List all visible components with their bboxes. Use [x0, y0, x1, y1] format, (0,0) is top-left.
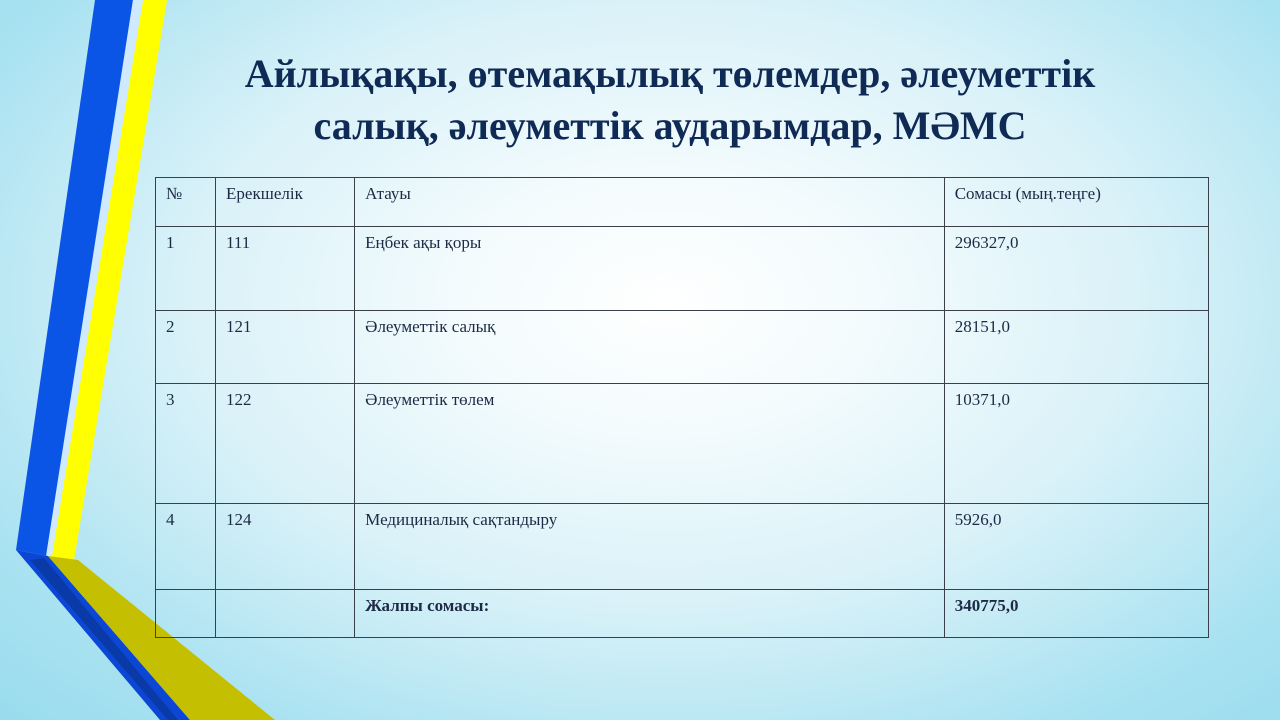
cell-code: 111: [216, 227, 355, 311]
cell-name: Медициналық сақтандыру: [355, 504, 945, 590]
table-row: [156, 384, 1209, 504]
cell-name: Әлеуметтік төлем: [355, 384, 945, 504]
table-total-row: [156, 590, 1209, 638]
cell-code: 121: [216, 311, 355, 384]
cell-number: 3: [156, 384, 216, 504]
table-header-row: [156, 178, 1209, 227]
header-name: Атауы: [355, 178, 945, 227]
cell-name: Еңбек ақы қоры: [355, 227, 945, 311]
total-amount: 340775,0: [944, 590, 1208, 638]
title-line-2: салық, әлеуметтік аударымдар, МӘМС: [313, 103, 1027, 148]
cell-amount: 296327,0: [944, 227, 1208, 311]
page-title: [160, 48, 1180, 152]
total-number: [156, 590, 216, 638]
cell-amount: 5926,0: [944, 504, 1208, 590]
cell-code: 124: [216, 504, 355, 590]
budget-table: [155, 177, 1209, 638]
cell-number: 4: [156, 504, 216, 590]
cell-amount: 10371,0: [944, 384, 1208, 504]
cell-code: 122: [216, 384, 355, 504]
table-row: [156, 227, 1209, 311]
total-code: [216, 590, 355, 638]
title-line-1: Айлықақы, өтемақылық төлемдер, әлеуметтік: [244, 51, 1096, 96]
cell-amount: 28151,0: [944, 311, 1208, 384]
cell-number: 1: [156, 227, 216, 311]
total-label: Жалпы сомасы:: [355, 590, 945, 638]
table-row: [156, 504, 1209, 590]
header-code: Ерекшелік: [216, 178, 355, 227]
header-amount: Сомасы (мың.теңге): [944, 178, 1208, 227]
cell-number: 2: [156, 311, 216, 384]
cell-name: Әлеуметтік салық: [355, 311, 945, 384]
header-number: №: [156, 178, 216, 227]
table-row: [156, 311, 1209, 384]
